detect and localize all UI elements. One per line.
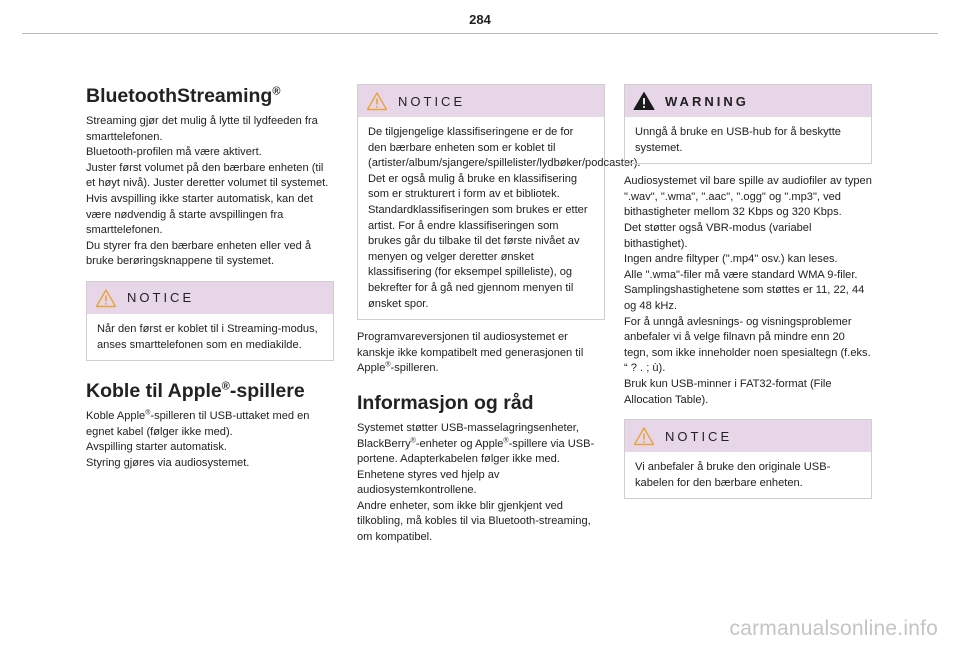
connect-apple-text: Koble Apple®-spilleren til USB-uttaket med en egnet kabel (følger ikke med). Avspilling starter automatisk. Styring gjøres via audiosystemet. bbox=[86, 409, 310, 469]
warning-title: WARNING bbox=[665, 93, 749, 109]
watermark: carmanualsonline.info bbox=[729, 617, 938, 640]
notice-box bbox=[86, 281, 334, 361]
warning-triangle-icon bbox=[95, 288, 117, 308]
notice-text: De tilgjengelige klassifiseringene er de for den bærbare enheten som er koblet til (artister/album/sjangere/spillelister/lydbøker/podcaster). Det er også mulig å bruke en klassifisering som er strukturert i form av et bibliotek. Standardklassifiseringen som brukes er etter artist. For å endre klassifiseringen som brukes går du tilbake til det første nivået av menyen og velger deretter ønsket klassifisering (for eksempel spilleliste), og bekrefter for å gå ned gjennom menyen til ønsket spor. bbox=[368, 126, 641, 310]
software-compat-text: Programvareversjonen til audiosystemet er kanskje ikke kompatibelt med generasjonen til Apple®-spilleren. bbox=[357, 331, 584, 375]
warning-triangle-icon bbox=[633, 426, 655, 446]
warning-box-header bbox=[625, 85, 871, 117]
column-2 bbox=[357, 84, 641, 546]
audio-formats-text: Audiosystemet vil bare spille av audiofiler av typen ".wav", ".wma", ".aac", ".ogg" og ".mp3", ved bithastigheter mellom 32 Kbps og 320 Kbps. Det støtter også VBR-modus (variabel bithastighet). Ingen andre filtyper (".mp4" osv.) kan leses. Alle ".wma"-filer må være standard WMA 9-filer. Samplingshastighetene som støttes er 11, 22, 44 og 48 kHz. For å unngå avlesnings- og visningsproblemer anbefaler vi å velge filnavn på mindre enn 20 tegn, som ikke inneholder noen spesialtegn (f.eks. “ ? . ; ù). Bruk kun USB-minner i FAT32-format (File Allocation Table). bbox=[624, 175, 872, 406]
warning-triangle-icon bbox=[633, 91, 655, 111]
notice-text: Vi anbefaler å bruke den originale USB-kabelen for den bærbare enheten. bbox=[635, 461, 831, 489]
warning-triangle-icon bbox=[366, 91, 388, 111]
notice-box-header bbox=[358, 85, 604, 117]
page-number: 284 bbox=[469, 12, 491, 27]
notice-title: NOTICE bbox=[398, 93, 466, 109]
heading-connect-apple: Koble til Apple®-spillere bbox=[86, 380, 305, 403]
notice-box bbox=[357, 84, 641, 320]
notice-box-header bbox=[87, 282, 333, 314]
notice-box-header bbox=[625, 420, 871, 452]
heading-bluetooth-streaming: BluetoothStreaming® bbox=[86, 85, 281, 107]
warning-box bbox=[624, 84, 872, 164]
warning-text: Unngå å bruke en USB-hub for å beskytte systemet. bbox=[635, 126, 841, 154]
header-divider bbox=[22, 33, 938, 34]
column-1 bbox=[86, 84, 334, 472]
column-3 bbox=[624, 84, 872, 499]
info-advice-text: Systemet støtter USB-masselagringsenheter, BlackBerry®-enheter og Apple®-spillere via USB-portene. Adapterkabelen følger ikke med. Enhetene styres ved hjelp av audiosystemkontrollene. Andre enheter, som ikke blir gjenkjent ved tilkobling, må kobles til via Bluetooth-streaming, om kompatibel. bbox=[357, 421, 595, 544]
notice-title: NOTICE bbox=[665, 428, 733, 444]
notice-title: NOTICE bbox=[127, 290, 195, 306]
notice-text: Når den først er koblet til i Streaming-modus, anses smarttelefonen som en mediakilde. bbox=[97, 322, 318, 351]
heading-info-advice: Informasjon og råd bbox=[357, 391, 534, 414]
notice-box bbox=[624, 419, 872, 499]
bluetooth-streaming-text: Streaming gjør det mulig å lytte til lydfeeden fra smarttelefonen. Bluetooth-profilen må være aktivert. Juster først volumet på den bærbare enheten (til et høyt nivå). Juster deretter volumet til systemet. Hvis avspilling ikke starter automatisk, kan det være nødvendig å starte avspillingen fra smarttelefonen. Du styrer fra den bærbare enheten eller ved å bruke berøringsknappene til systemet. bbox=[86, 115, 329, 268]
